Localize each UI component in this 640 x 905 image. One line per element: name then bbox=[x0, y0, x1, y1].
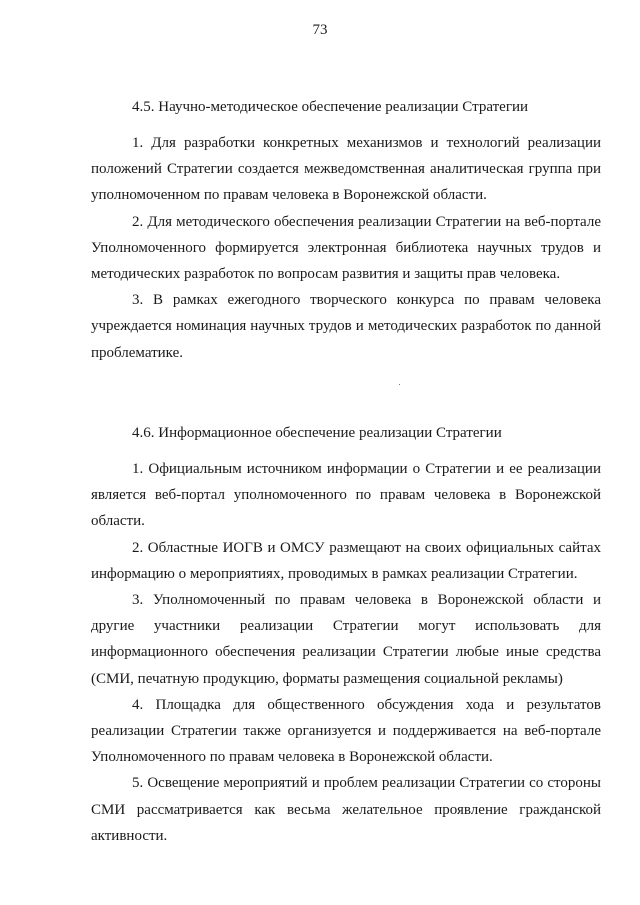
paragraph: 2. Областные ИОГВ и ОМСУ размещают на своих официальных сайтах информацию о мероприятиях, проводимых в рамках реализации Стратегии. bbox=[91, 539, 601, 582]
paragraph: 2. Для методического обеспечения реализации Стратегии на веб-портале Уполномоченного формируется электронная библиотека научных трудов и методических разработок по вопросам развития и защиты прав человека. bbox=[91, 213, 601, 283]
section-heading: 4.5. Научно-методическое обеспечение реализации Стратегии bbox=[132, 99, 529, 115]
section-scientific-methodological bbox=[91, 94, 601, 366]
scan-speck bbox=[399, 384, 400, 385]
paragraph: 3. В рамках ежегодного творческого конкурса по правам человека учреждается номинация научных трудов и методических разработок по данной проблематике. bbox=[91, 292, 601, 361]
paragraph: 4. Площадка для общественного обсуждения хода и результатов реализации Стратегии также организуется и поддерживается на веб-портале Уполномоченного по правам человека в Воронежской области. bbox=[91, 696, 601, 766]
paragraph: 1. Для разработки конкретных механизмов и технологий реализации положений Стратегии создается межведомственная аналитическая группа при уполномоченном по правам человека в Воронежской области. bbox=[91, 135, 601, 204]
section-heading: 4.6. Информационное обеспечение реализации Стратегии bbox=[132, 425, 502, 441]
paragraph: 1. Официальным источником информации о Стратегии и ее реализации является веб-портал уполномоченного по правам человека в Воронежской области. bbox=[91, 461, 601, 530]
page-number: 73 bbox=[312, 22, 328, 38]
paragraph: 3. Уполномоченный по правам человека в Воронежской области и другие участники реализации Стратегии могут использовать для информационного обеспечения реализации Стратегии любые иные средства (СМИ, печатную продукцию, форматы размещения социальной рекламы) bbox=[91, 592, 601, 687]
section-informational bbox=[91, 420, 601, 849]
paragraph: 5. Освещение мероприятий и проблем реализации Стратегии со стороны СМИ рассматривается как весьма желательное проявление гражданской активности. bbox=[91, 775, 601, 844]
